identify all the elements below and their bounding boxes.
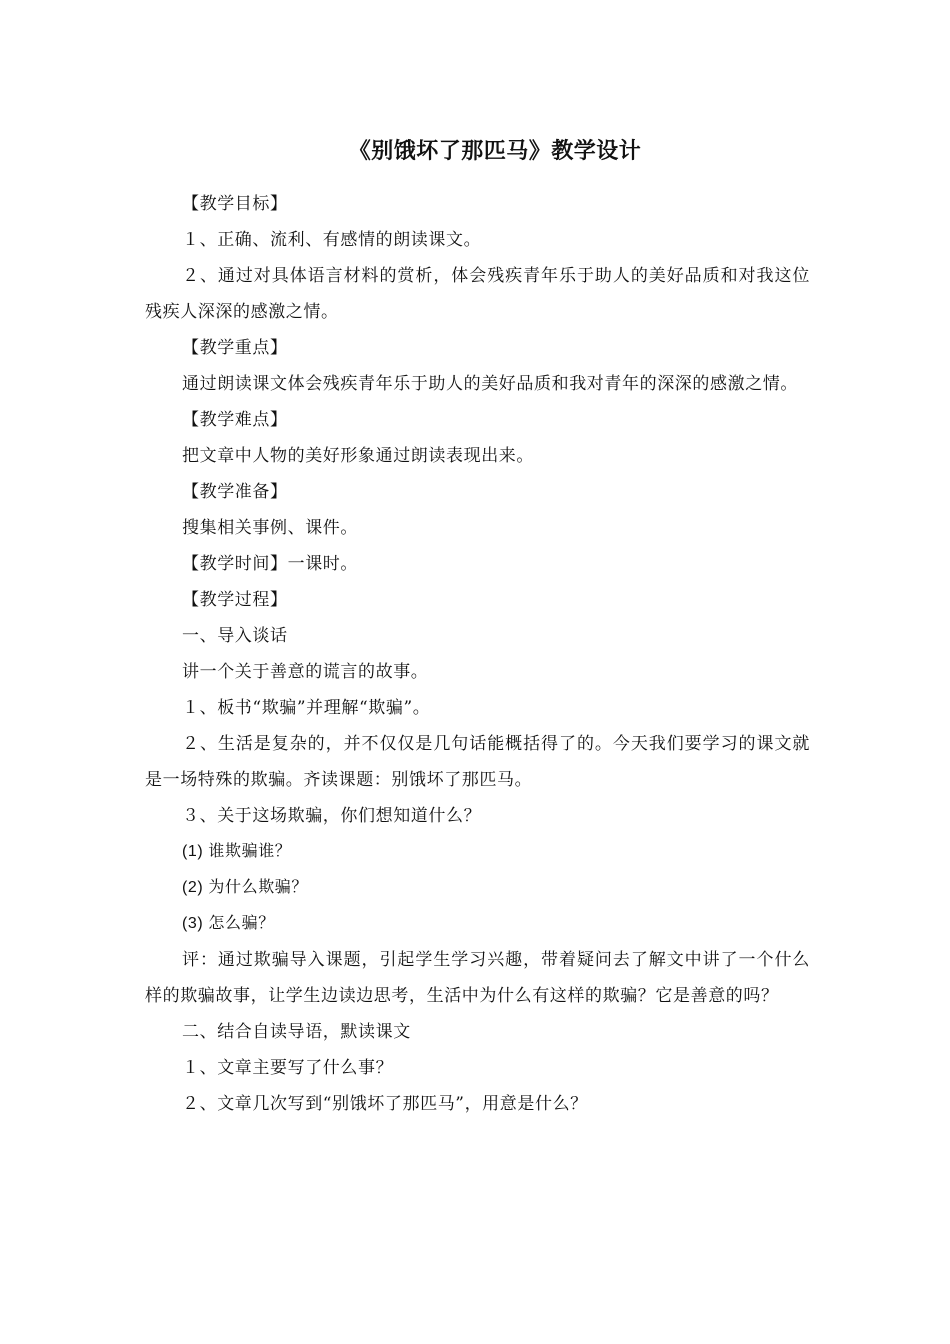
difficulties-text: 把文章中人物的美好形象通过朗读表现出来。 xyxy=(182,446,534,466)
section-heading-process: 【教学过程】 xyxy=(182,590,288,610)
process-item: ２、文章几次写到“别饿坏了那匹马”，用意是什么？ xyxy=(182,1094,588,1114)
section-heading-key-points: 【教学重点】 xyxy=(182,338,288,358)
objective-item: １、正确、流利、有感情的朗读课文。 xyxy=(182,230,482,250)
section-heading-time: 【教学时间】一课时。 xyxy=(182,554,358,574)
process-item: ２、生活是复杂的，并不仅仅是几句话能概括得了的。今天我们要学习的课文就是一场特殊的欺骗。齐读课题：别饿坏了那匹马。 xyxy=(145,734,810,790)
key-points-text: 通过朗读课文体会残疾青年乐于助人的美好品质和我对青年的深深的感激之情。 xyxy=(182,374,798,394)
section-heading-objectives: 【教学目标】 xyxy=(182,194,288,214)
question-item: (3) 怎么骗？ xyxy=(182,915,275,932)
section-heading-difficulties: 【教学难点】 xyxy=(182,410,288,430)
process-text: 讲一个关于善意的谎言的故事。 xyxy=(182,662,429,682)
objective-item: ２、通过对具体语言材料的赏析，体会残疾青年乐于助人的美好品质和对我这位残疾人深深的感激之情。 xyxy=(145,266,810,322)
question-item: (2) 为什么欺骗？ xyxy=(182,879,309,896)
section-heading-preparation: 【教学准备】 xyxy=(182,482,288,502)
process-item: １、板书“欺骗”并理解“欺骗”。 xyxy=(182,698,431,718)
preparation-text: 搜集相关事例、课件。 xyxy=(182,518,358,538)
process-item: １、文章主要写了什么事？ xyxy=(182,1058,394,1078)
document-title: 《别饿坏了那匹马》教学设计 xyxy=(348,139,642,164)
process-step-heading: 一、导入谈话 xyxy=(182,626,288,646)
process-item: ３、关于这场欺骗，你们想知道什么？ xyxy=(182,806,482,826)
question-item: (1) 谁欺骗谁？ xyxy=(182,843,292,860)
document-body xyxy=(145,186,810,1122)
commentary-text: 评：通过欺骗导入课题，引起学生学习兴趣，带着疑问去了解文中讲了一个什么样的欺骗故事，让学生边读边思考，生活中为什么有这样的欺骗？它是善意的吗？ xyxy=(145,950,810,1006)
process-step-heading: 二、结合自读导语，默读课文 xyxy=(182,1022,411,1042)
